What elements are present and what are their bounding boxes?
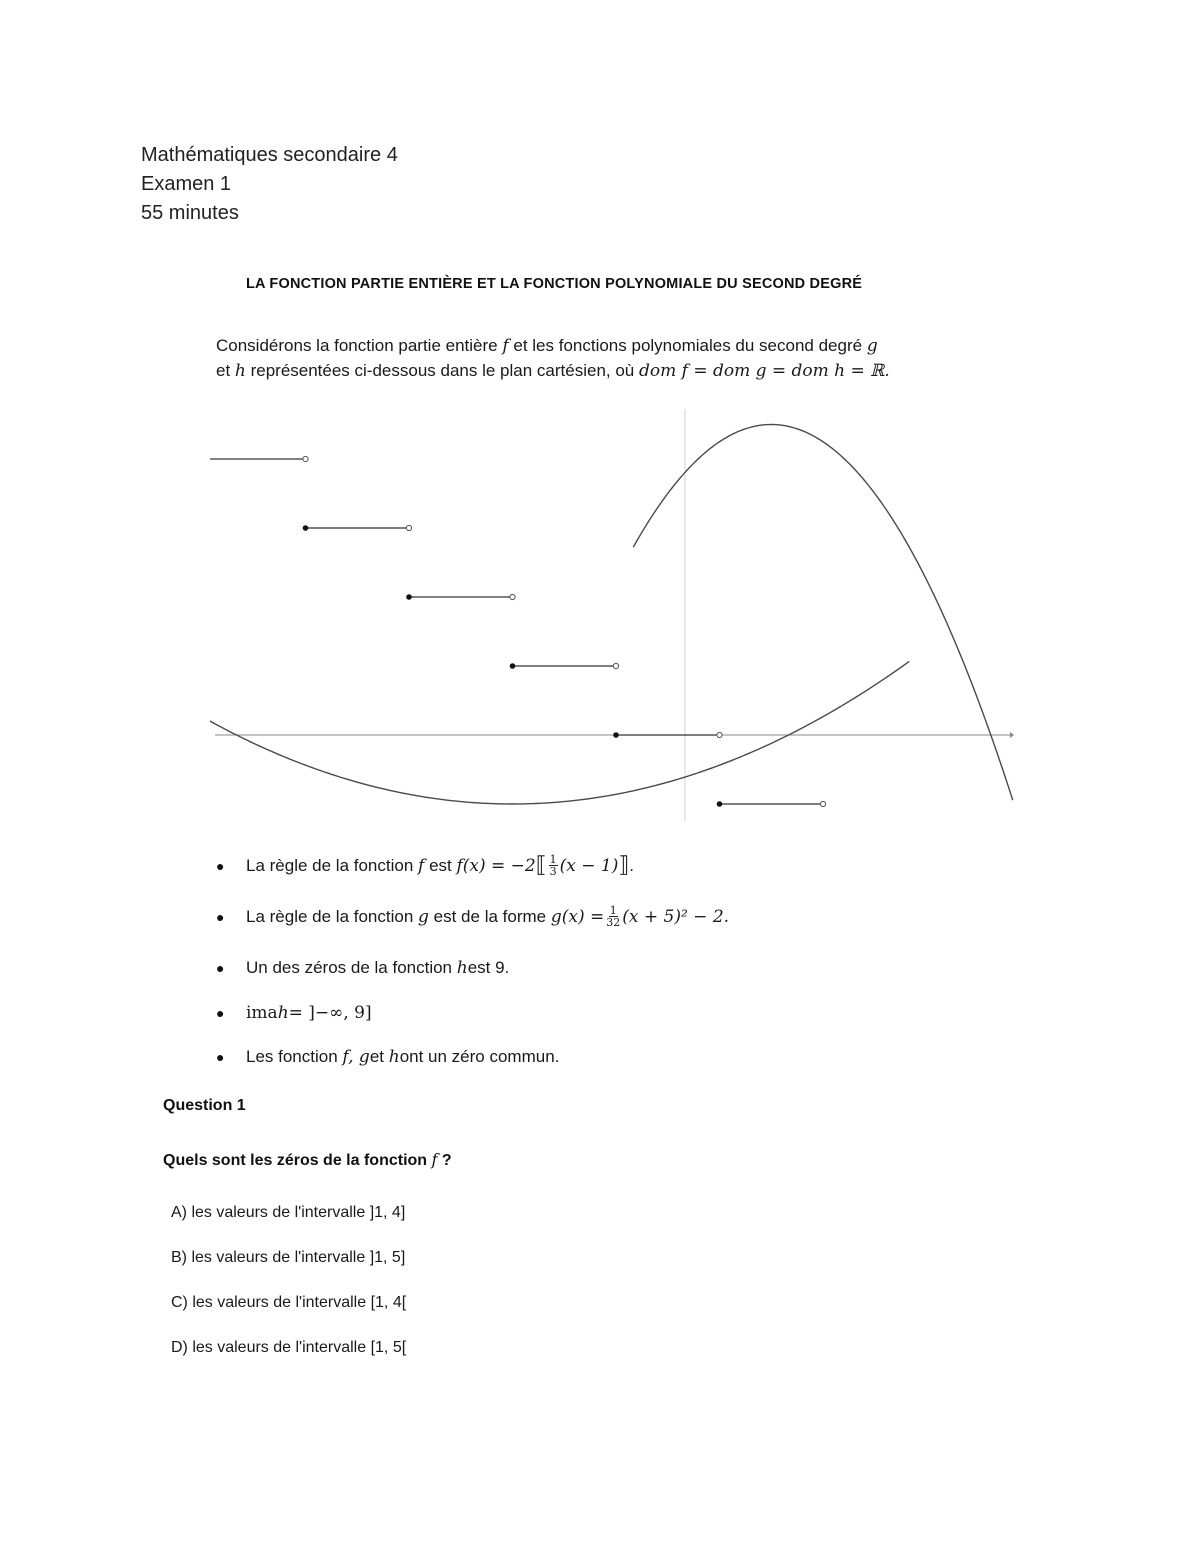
var-h: h [277,1003,289,1023]
bullet-text: Un des zéros de la fonction [246,958,453,977]
vars-f-g: f, g [342,1047,370,1067]
floor-close: ⟧ [618,853,630,878]
f-closed-endpoint [303,525,309,531]
curve-h [633,425,1013,801]
x-axis-arrow [1010,732,1014,738]
bullet-text: est [429,855,452,875]
intro-var-g: g [866,336,878,356]
intro-var-f: f [502,336,509,356]
bullet-text: est de la forme [433,906,547,926]
bullet-text: La règle de la fonction [246,906,414,926]
bullet-text: ima [246,1003,278,1023]
bullet-rule-g [216,905,729,928]
f-closed-endpoint [613,732,619,738]
fraction-1-32: $\frac{1}{32}$ [606,904,621,929]
bullet-dot: ● [216,908,225,925]
answer-option-a[interactable]: A) les valeurs de l'intervalle ]1, 4] [171,1204,406,1221]
bullet-dot: ● [216,1049,225,1065]
rule-g-rhs: (x + 5)² − 2. [622,906,730,927]
var-h: h [388,1047,400,1067]
question-label: Question 1 [163,1097,246,1114]
intro-text: Considérons la fonction partie entière [216,336,503,355]
f-open-endpoint [717,732,722,737]
page-title: LA FONCTION PARTIE ENTIÈRE ET LA FONCTION POLYNOMIALE DU SECOND DEGRÉ [246,276,863,292]
fraction-1-3: $\frac{1}{3}$ [549,853,557,878]
bullet-text: ont un zéro commun. [399,1047,560,1066]
intro-line-1 [216,336,976,356]
image-interval: = ]−∞, 9] [288,1003,372,1023]
intro-line-2 [216,361,976,381]
var-h: h [456,958,468,978]
f-open-endpoint [510,594,515,599]
curve-g [210,661,909,804]
f-closed-endpoint [717,801,723,807]
f-closed-endpoint [510,663,516,669]
var-f: f [418,855,425,876]
rule-f-rhs: (x − 1) [559,855,619,876]
answer-option-c[interactable]: C) les valeurs de l'intervalle [1, 4[ [171,1294,407,1311]
var-g: g [418,906,429,927]
f-closed-endpoint [406,594,412,600]
bullet-rule-f [216,853,634,878]
intro-domain: dom f = dom g = dom h = ℝ. [638,361,890,381]
intro-text: représentées ci-dessous dans le plan cartésien, où [245,361,639,380]
rule-g-lhs: g(x) = [550,906,605,927]
bullet-common-zero [216,1047,559,1067]
f-open-endpoint [303,456,308,461]
bullet-text: et [369,1047,384,1066]
exam-duration: 55 minutes [141,202,239,224]
bullet-dot: ● [216,960,225,976]
course-name: Mathématiques secondaire 4 [141,144,398,166]
f-open-endpoint [406,525,411,530]
function-graph [210,405,1020,825]
bullet-zero-h [216,958,509,978]
question-prompt: Quels sont les zéros de la fonction f ? [163,1150,452,1169]
intro-text: et [216,361,235,380]
intro-text: et les fonctions polynomiales du second degré [508,336,867,355]
bullet-text: La règle de la fonction [246,855,414,875]
f-open-endpoint [820,801,825,806]
bullet-text: Les fonction [246,1047,338,1066]
rule-f-lhs: f(x) = −2 [456,855,536,876]
bullet-image-h [216,1003,372,1023]
intro-var-h: h [234,361,246,381]
floor-open: ⟦ [535,853,547,878]
answer-option-b[interactable]: B) les valeurs de l'intervalle ]1, 5] [171,1249,406,1266]
bullet-dot: ● [216,857,225,874]
bullet-text: est 9. [467,958,510,977]
period: . [629,855,635,875]
f-open-endpoint [613,663,618,668]
bullet-dot: ● [216,1005,225,1021]
answer-option-d[interactable]: D) les valeurs de l'intervalle [1, 5[ [171,1339,407,1356]
exam-name: Examen 1 [141,173,232,195]
